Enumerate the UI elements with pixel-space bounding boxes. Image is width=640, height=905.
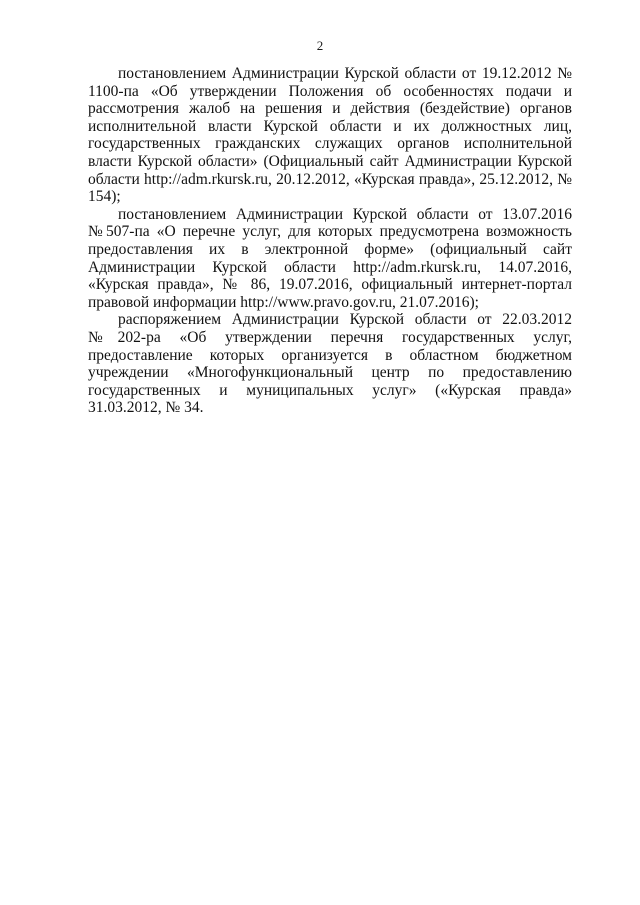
page-number: 2 <box>316 38 324 53</box>
paragraph-decree-507: постановлением Администрации Курской области от 13.07.2016 №507-па «О перечне услуг, для которых предусмотрена возможность предоставления их в электронной форме» (официальный сайт Администрации Курской области http://adm.rkursk.ru, 14.07.2016, «Курская правда», № 86, 19.07.2016, официальный интернет-портал правовой информации http://www.pravo.gov.ru, 21.07.2016); <box>88 205 572 311</box>
document-body <box>88 65 572 417</box>
paragraph-order-202: распоряжением Администрации Курской области от 22.03.2012 №202-ра «Об утверждении перечня государственных услуг, предоставление которых организуется в областном бюджетном учреждении «Многофункциональный центр по предоставлению государственных и муниципальных услуг» («Курская правда» 31.03.2012, № 34. <box>88 311 572 417</box>
paragraph-decree-1100: постановлением Администрации Курской области от 19.12.2012 № 1100-па «Об утверждении Положения об особенностях подачи и рассмотрения жалоб на решения и действия (бездействие) органов исполнительной власти Курской области и их должностных лиц, государственных гражданских служащих органов исполнительной власти Курской области» (Официальный сайт Администрации Курской области http://adm.rkursk.ru, 20.12.2012, «Курская правда», 25.12.2012, № 154); <box>88 65 572 206</box>
